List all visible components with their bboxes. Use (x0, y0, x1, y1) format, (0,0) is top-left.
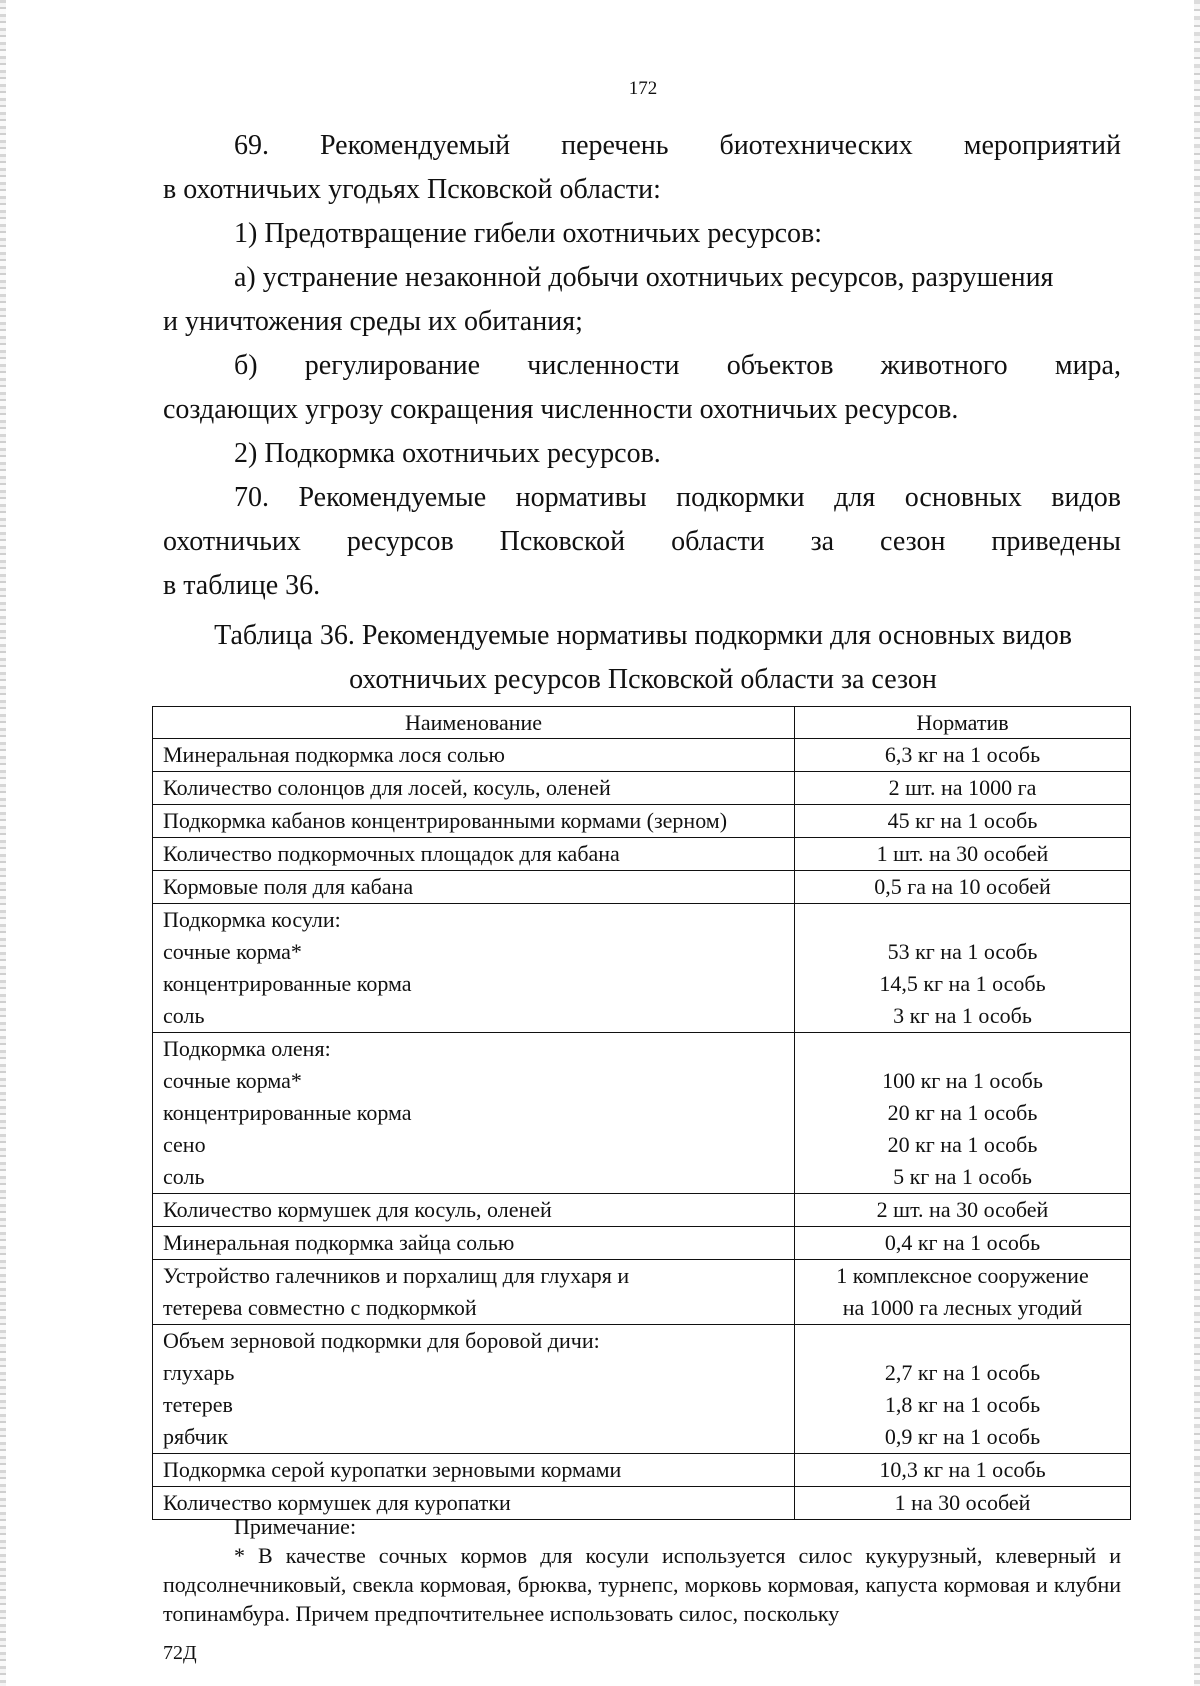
paragraph-70-line-3: в таблице 36. (163, 570, 321, 601)
table-row (153, 1033, 1131, 1194)
norms-table (152, 706, 1131, 1520)
scan-edge-right (1194, 0, 1200, 1686)
cell-norm-line (805, 1325, 1120, 1357)
cell-norm (795, 871, 1131, 904)
page-number: 172 (628, 78, 658, 99)
table-row (153, 1454, 1131, 1487)
list-item-1: 1) Предотвращение гибели охотничьих ресурсов: (234, 218, 822, 249)
cell-name-line: Подкормка оленя: (163, 1036, 331, 1061)
paragraph-69-line-2: в охотничьих угодьях Псковской области: (163, 174, 661, 205)
cell-norm-line: 5 кг на 1 особь (893, 1164, 1032, 1189)
cell-name-line: Устройство галечников и порхалищ для глухаря и (163, 1263, 630, 1288)
table-header-row (153, 707, 1131, 739)
cell-norm (795, 1325, 1131, 1454)
list-item-2: 2) Подкормка охотничьих ресурсов. (234, 438, 661, 469)
cell-name-line: концентрированные корма (163, 1100, 412, 1125)
cell-norm-line: 1 комплексное сооружение (836, 1263, 1089, 1288)
list-item-b-line-1: б) регулирование численности объектов животного мира, (234, 350, 1121, 381)
cell-norm-line: 2 шт. на 30 особей (876, 1197, 1049, 1222)
cell-name-line: рябчик (163, 1424, 229, 1449)
cell-norm (795, 1260, 1131, 1325)
cell-name-line: Подкормка косули: (163, 907, 341, 932)
cell-name-line: глухарь (163, 1360, 235, 1385)
cell-norm (795, 739, 1131, 772)
cell-norm-line: 14,5 кг на 1 особь (879, 971, 1046, 996)
cell-norm-line: 1 на 30 особей (894, 1490, 1031, 1515)
cell-norm-line: 10,3 кг на 1 особь (879, 1457, 1046, 1482)
list-item-a-line-2: и уничтожения среды их обитания; (163, 306, 583, 337)
cell-name-line: Подкормка серой куропатки зерновыми кормами (163, 1457, 622, 1482)
cell-norm (795, 904, 1131, 1033)
cell-name-line: Подкормка кабанов концентрированными кормами (зерном) (163, 808, 728, 833)
cell-name-line: Количество кормушек для куропатки (163, 1490, 511, 1515)
cell-norm (795, 838, 1131, 871)
cell-norm-line: 0,5 га на 10 особей (874, 874, 1051, 899)
cell-name-line: соль (163, 1003, 205, 1028)
table-caption-line-1: Таблица 36. Рекомендуемые нормативы подкормки для основных видов (214, 620, 1072, 651)
paragraph-69-line-1: 69. Рекомендуемый перечень биотехнических мероприятий (234, 130, 1121, 161)
cell-name (153, 1325, 795, 1454)
cell-name (153, 1033, 795, 1194)
paragraph-70 (163, 476, 1121, 608)
table-row (153, 772, 1131, 805)
table-row (153, 805, 1131, 838)
list-item-a-line-1: а) устранение незаконной добычи охотничьих ресурсов, разрушения (234, 262, 1054, 293)
cell-name-line: Минеральная подкормка зайца солью (163, 1230, 515, 1255)
table-body (153, 739, 1131, 1520)
table-row (153, 739, 1131, 772)
cell-name-line: сено (163, 1132, 206, 1157)
cell-norm-line: 1,8 кг на 1 особь (884, 1392, 1041, 1417)
cell-name-line: концентрированные корма (163, 971, 412, 996)
cell-name-line: Кормовые поля для кабана (163, 874, 414, 899)
cell-norm (795, 1227, 1131, 1260)
cell-norm-line: 0,9 кг на 1 особь (884, 1424, 1041, 1449)
list-item-b-line-2: создающих угрозу сокращения численности охотничьих ресурсов. (163, 394, 959, 425)
cell-norm-line: 2,7 кг на 1 особь (884, 1360, 1041, 1385)
cell-name (153, 1227, 795, 1260)
header-norm: Норматив (795, 707, 1131, 739)
table-row (153, 904, 1131, 1033)
cell-name-line: Количество подкормочных площадок для кабана (163, 841, 620, 866)
header-name: Наименование (153, 707, 795, 739)
note (163, 1512, 1121, 1628)
cell-name (153, 838, 795, 871)
cell-norm-line: 2 шт. на 1000 га (888, 775, 1037, 800)
table-caption-line-2: охотничьих ресурсов Псковской области за сезон (349, 664, 937, 695)
cell-name (153, 772, 795, 805)
cell-name-line: тетерев (163, 1392, 233, 1417)
cell-name (153, 1194, 795, 1227)
table-row (153, 1260, 1131, 1325)
cell-name-line: тетерева совместно с подкормкой (163, 1295, 477, 1320)
cell-name-line: Объем зерновой подкормки для боровой дичи: (163, 1328, 600, 1353)
cell-name (153, 805, 795, 838)
table-row (153, 1325, 1131, 1454)
cell-norm-line (805, 1033, 1120, 1065)
cell-name (153, 904, 795, 1033)
cell-name-line: соль (163, 1164, 205, 1189)
cell-norm-line: 100 кг на 1 особь (882, 1068, 1043, 1093)
table-row (153, 1227, 1131, 1260)
table-caption (140, 614, 1146, 702)
note-label: Примечание: (234, 1514, 357, 1539)
cell-name-line: Количество кормушек для косуль, оленей (163, 1197, 552, 1222)
cell-norm (795, 772, 1131, 805)
cell-norm-line (805, 904, 1120, 936)
paragraph-70-line-1: 70. Рекомендуемые нормативы подкормки для основных видов (234, 482, 1121, 513)
footer-code: 72Д (163, 1642, 197, 1664)
cell-norm-line: 6,3 кг на 1 особь (884, 742, 1041, 767)
cell-norm (795, 1033, 1131, 1194)
cell-name (153, 739, 795, 772)
cell-norm-line: 3 кг на 1 особь (893, 1003, 1032, 1028)
cell-norm-line: на 1000 га лесных угодий (842, 1295, 1083, 1320)
list-item-b (163, 344, 1121, 432)
cell-name-line: сочные корма* (163, 1068, 302, 1093)
table-row (153, 1194, 1131, 1227)
cell-norm (795, 1454, 1131, 1487)
paragraph-69 (163, 124, 1121, 212)
cell-norm-line: 20 кг на 1 особь (887, 1100, 1038, 1125)
cell-norm-line: 20 кг на 1 особь (887, 1132, 1038, 1157)
cell-norm-line: 1 шт. на 30 особей (876, 841, 1049, 866)
cell-name-line: Минеральная подкормка лося солью (163, 742, 505, 767)
cell-norm-line: 45 кг на 1 особь (887, 808, 1038, 833)
cell-name (153, 1454, 795, 1487)
note-text: * В качестве сочных кормов для косули используется силос кукурузный, клеверный и подсолнечниковый, свекла кормовая, брюква, турнепс, морковь кормовая, капуста кормовая и клубни топинамбура. Причем предпочтительнее использовать силос, поскольку (163, 1543, 1121, 1626)
cell-norm-line: 0,4 кг на 1 особь (884, 1230, 1041, 1255)
paragraph-70-line-2: охотничьих ресурсов Псковской области за сезон приведены (163, 526, 1121, 557)
cell-norm-line: 53 кг на 1 особь (887, 939, 1038, 964)
cell-norm (795, 1194, 1131, 1227)
table-row (153, 871, 1131, 904)
cell-name-line: сочные корма* (163, 939, 302, 964)
cell-name (153, 1260, 795, 1325)
list-item-a (163, 256, 1121, 344)
cell-name (153, 871, 795, 904)
table-row (153, 838, 1131, 871)
cell-name-line: Количество солонцов для лосей, косуль, оленей (163, 775, 611, 800)
cell-norm (795, 805, 1131, 838)
scan-edge-left (0, 0, 6, 1686)
